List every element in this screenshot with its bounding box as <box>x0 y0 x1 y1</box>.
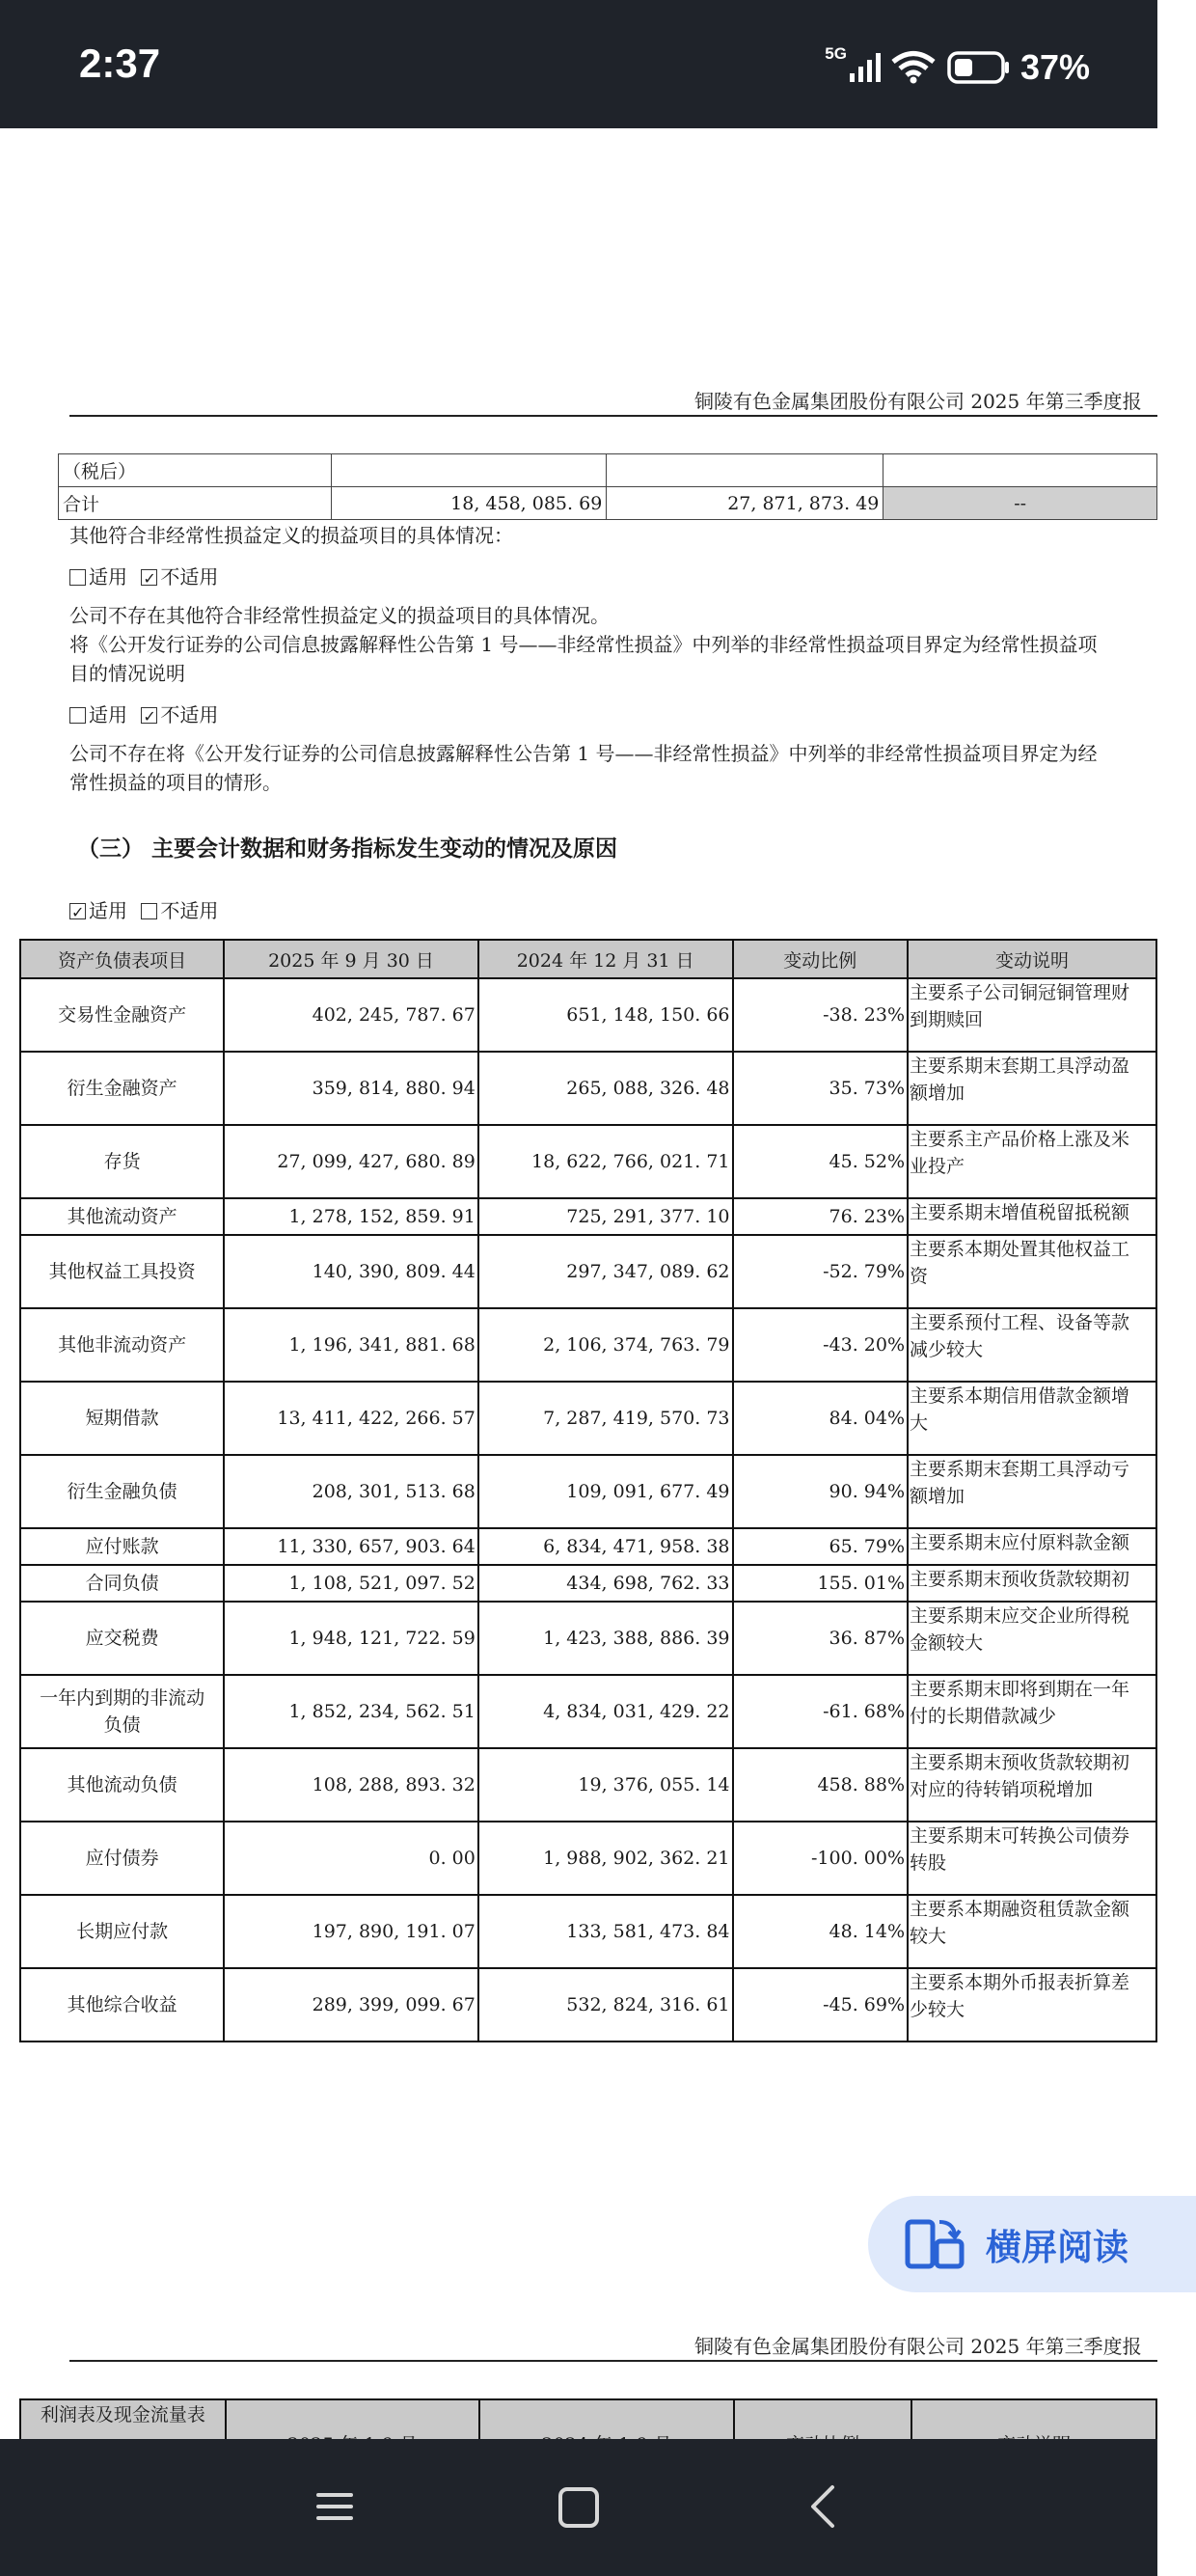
value-2024-cell: 4, 834, 031, 429. 22 <box>478 1675 733 1748</box>
value-2025-cell: 13, 411, 422, 266. 57 <box>224 1382 478 1455</box>
row-item-cell: 应付账款 <box>20 1528 224 1565</box>
value-2024-cell: 297, 347, 089. 62 <box>478 1235 733 1308</box>
option-label: 适用 <box>89 899 127 922</box>
page-header-rule <box>69 2360 1157 2362</box>
summary-label: （税后） <box>59 454 332 487</box>
value-2025-cell: 108, 288, 893. 32 <box>224 1748 478 1822</box>
value-2025-cell: 208, 301, 513. 68 <box>224 1455 478 1528</box>
option-label: 不适用 <box>160 899 219 922</box>
explanation-cell: 主要系本期外币报表折算差 少较大 <box>908 1968 1156 2042</box>
value-2025-cell: 197, 890, 191. 07 <box>224 1895 478 1968</box>
column-header: 资产负债表项目 <box>20 940 224 978</box>
menu-icon[interactable] <box>306 2478 364 2535</box>
change-ratio-cell: -61. 68% <box>733 1675 909 1748</box>
document-page[interactable] <box>0 128 1157 2439</box>
explanation-cell: 主要系本期融资租赁款金额 较大 <box>908 1895 1156 1968</box>
table-row <box>20 1382 1156 1455</box>
table-row <box>20 1968 1156 2042</box>
rotate-screen-icon <box>905 2218 965 2270</box>
summary-value: 27, 871, 873. 49 <box>607 487 883 520</box>
table-row <box>20 1528 1156 1565</box>
table-row <box>20 1565 1156 1602</box>
column-header: 利润表及现金流量表 <box>20 2399 226 2457</box>
value-2025-cell: 1, 852, 234, 562. 51 <box>224 1675 478 1748</box>
value-2024-cell: 265, 088, 326. 48 <box>478 1052 733 1125</box>
row-item-cell: 其他流动资产 <box>20 1198 224 1235</box>
paragraph: 将《公开发行证券的公司信息披露解释性公告第 1 号——非经常性损益》中列举的非经常性损益项目界定为经常性损益项 <box>69 633 1098 656</box>
row-item-cell: 衍生金融负债 <box>20 1455 224 1528</box>
applicability-checkboxes <box>69 896 218 925</box>
change-ratio-cell: -52. 79% <box>733 1235 909 1308</box>
value-2024-cell: 532, 824, 316. 61 <box>478 1968 733 2042</box>
value-2024-cell: 109, 091, 677. 49 <box>478 1455 733 1528</box>
network-type: 5G <box>825 44 847 63</box>
value-2025-cell: 140, 390, 809. 44 <box>224 1235 478 1308</box>
summary-table <box>58 453 1157 520</box>
change-ratio-cell: -100. 00% <box>733 1822 909 1895</box>
table-row <box>20 1895 1156 1968</box>
value-2025-cell: 359, 814, 880. 94 <box>224 1052 478 1125</box>
explanation-cell: 主要系期末预收货款较期初 <box>908 1565 1156 1602</box>
paragraph: 其他符合非经常性损益定义的损益项目的具体情况： <box>69 524 513 547</box>
row-item-cell: 应付债券 <box>20 1822 224 1895</box>
explanation-cell: 主要系本期信用借款金额增 大 <box>908 1382 1156 1455</box>
summary-value: -- <box>883 487 1157 520</box>
summary-row-total <box>59 487 1157 520</box>
row-item-cell: 衍生金融资产 <box>20 1052 224 1125</box>
option-label: 适用 <box>89 565 127 589</box>
value-2024-cell: 651, 148, 150. 66 <box>478 978 733 1052</box>
change-ratio-cell: 48. 14% <box>733 1895 909 1968</box>
navigation-bar <box>0 2439 1157 2576</box>
explanation-cell: 主要系期末应付原料款金额 <box>908 1528 1156 1565</box>
explanation-cell: 主要系子公司铜冠铜管理财 到期赎回 <box>908 978 1156 1052</box>
row-item-cell: 一年内到期的非流动 负债 <box>20 1675 224 1748</box>
table-row <box>20 1235 1156 1308</box>
value-2025-cell: 1, 108, 521, 097. 52 <box>224 1565 478 1602</box>
value-2025-cell: 11, 330, 657, 903. 64 <box>224 1528 478 1565</box>
row-item-cell: 合同负债 <box>20 1565 224 1602</box>
change-ratio-cell: -38. 23% <box>733 978 909 1052</box>
change-ratio-cell: 76. 23% <box>733 1198 909 1235</box>
checkbox-icon <box>69 707 86 724</box>
table-row <box>20 978 1156 1052</box>
row-item-cell: 其他权益工具投资 <box>20 1235 224 1308</box>
battery-percent: 37% <box>1019 47 1090 87</box>
change-ratio-cell: 155. 01% <box>733 1565 909 1602</box>
table-header-row <box>20 940 1156 978</box>
status-time: 2:37 <box>79 41 161 86</box>
page-header-text: 铜陵有色金属集团股份有限公司 2025 年第三季度报 <box>694 2335 1142 2358</box>
value-2024-cell: 434, 698, 762. 33 <box>478 1565 733 1602</box>
explanation-cell: 主要系期末套期工具浮动亏 额增加 <box>908 1455 1156 1528</box>
value-2024-cell: 7, 287, 419, 570. 73 <box>478 1382 733 1455</box>
change-ratio-cell: -45. 69% <box>733 1968 909 2042</box>
explanation-cell: 主要系期末应交企业所得税 金额较大 <box>908 1602 1156 1675</box>
column-header: 2024 年 12 月 31 日 <box>478 940 733 978</box>
applicability-checkboxes <box>69 700 218 729</box>
checkbox-icon <box>141 903 157 919</box>
explanation-cell: 主要系期末可转换公司债券 转股 <box>908 1822 1156 1895</box>
value-2024-cell: 18, 622, 766, 021. 71 <box>478 1125 733 1198</box>
landscape-reading-label: 横屏阅读 <box>986 2227 1128 2268</box>
explanation-cell: 主要系本期处置其他权益工 资 <box>908 1235 1156 1308</box>
landscape-reading-button[interactable] <box>868 2196 1196 2292</box>
explanation-cell: 主要系期末套期工具浮动盈 额增加 <box>908 1052 1156 1125</box>
explanation-cell: 主要系期末即将到期在一年 付的长期借款减少 <box>908 1675 1156 1748</box>
page-header-rule <box>69 415 1157 417</box>
paragraph: 目的情况说明 <box>69 662 185 685</box>
explanation-cell: 主要系期末增值税留抵税额 <box>908 1198 1156 1235</box>
value-2025-cell: 1, 196, 341, 881. 68 <box>224 1308 478 1382</box>
row-item-cell: 应交税费 <box>20 1602 224 1675</box>
row-item-cell: 短期借款 <box>20 1382 224 1455</box>
change-ratio-cell: 65. 79% <box>733 1528 909 1565</box>
status-icons <box>825 46 1090 89</box>
value-2025-cell: 0. 00 <box>224 1822 478 1895</box>
option-label: 适用 <box>89 703 127 726</box>
change-ratio-cell: 90. 94% <box>733 1455 909 1528</box>
summary-label: 合计 <box>59 487 332 520</box>
signal-icon <box>849 52 882 83</box>
table-row <box>20 1052 1156 1125</box>
value-2024-cell: 6, 834, 471, 958. 38 <box>478 1528 733 1565</box>
value-2024-cell: 1, 423, 388, 886. 39 <box>478 1602 733 1675</box>
explanation-cell: 主要系预付工程、设备等款 减少较大 <box>908 1308 1156 1382</box>
checked-checkbox-icon <box>141 569 157 586</box>
value-2024-cell: 133, 581, 473. 84 <box>478 1895 733 1968</box>
page-header-text: 铜陵有色金属集团股份有限公司 2025 年第三季度报 <box>694 390 1142 413</box>
paragraph: 常性损益的项目的情形。 <box>69 771 282 794</box>
change-ratio-cell: 45. 52% <box>733 1125 909 1198</box>
table-row <box>20 1455 1156 1528</box>
column-header: 变动说明 <box>908 940 1156 978</box>
row-item-cell: 长期应付款 <box>20 1895 224 1968</box>
status-bar <box>0 0 1157 128</box>
value-2025-cell: 27, 099, 427, 680. 89 <box>224 1125 478 1198</box>
value-2024-cell: 2, 106, 374, 763. 79 <box>478 1308 733 1382</box>
back-icon[interactable] <box>796 2478 854 2535</box>
value-2025-cell: 1, 948, 121, 722. 59 <box>224 1602 478 1675</box>
row-item-cell: 存货 <box>20 1125 224 1198</box>
summary-value: 18, 458, 085. 69 <box>332 487 607 520</box>
row-item-cell: 其他综合收益 <box>20 1968 224 2042</box>
value-2025-cell: 1, 278, 152, 859. 91 <box>224 1198 478 1235</box>
checked-checkbox-icon <box>141 707 157 724</box>
checked-checkbox-icon <box>69 903 86 919</box>
row-item-cell: 其他流动负债 <box>20 1748 224 1822</box>
table-row <box>20 1125 1156 1198</box>
paragraph: 公司不存在其他符合非经常性损益定义的损益项目的具体情况。 <box>69 604 610 627</box>
table-row <box>20 1675 1156 1748</box>
table-body <box>20 978 1156 2042</box>
option-label: 不适用 <box>160 703 219 726</box>
summary-row-tax <box>59 454 1157 487</box>
explanation-cell: 主要系主产品价格上涨及米 业投产 <box>908 1125 1156 1198</box>
change-ratio-cell: -43. 20% <box>733 1308 909 1382</box>
row-item-cell: 交易性金融资产 <box>20 978 224 1052</box>
change-ratio-cell: 36. 87% <box>733 1602 909 1675</box>
applicability-checkboxes <box>69 562 218 591</box>
table-row <box>20 1198 1156 1235</box>
table-row <box>20 1308 1156 1382</box>
wifi-icon <box>891 51 936 84</box>
change-ratio-cell: 458. 88% <box>733 1748 909 1822</box>
column-header: 变动比例 <box>733 940 909 978</box>
table-row <box>20 1748 1156 1822</box>
checkbox-icon <box>69 569 86 586</box>
column-header: 2025 年 9 月 30 日 <box>224 940 478 978</box>
change-ratio-cell: 35. 73% <box>733 1052 909 1125</box>
explanation-cell: 主要系期末预收货款较期初 对应的待转销项税增加 <box>908 1748 1156 1822</box>
paragraph: 公司不存在将《公开发行证券的公司信息披露解释性公告第 1 号——非经常性损益》中列举的非经常性损益项目界定为经 <box>69 742 1098 765</box>
table-row <box>20 1822 1156 1895</box>
row-item-cell: 其他非流动资产 <box>20 1308 224 1382</box>
battery-icon <box>947 51 1011 84</box>
value-2025-cell: 289, 399, 099. 67 <box>224 1968 478 2042</box>
section-title: （三） 主要会计数据和财务指标发生变动的情况及原因 <box>77 836 618 862</box>
home-icon[interactable] <box>550 2478 608 2535</box>
value-2024-cell: 725, 291, 377. 10 <box>478 1198 733 1235</box>
option-label: 不适用 <box>160 565 219 589</box>
change-ratio-cell: 84. 04% <box>733 1382 909 1455</box>
value-2025-cell: 402, 245, 787. 67 <box>224 978 478 1052</box>
table-row <box>20 1602 1156 1675</box>
balance-sheet-change-table <box>19 939 1157 2042</box>
value-2024-cell: 19, 376, 055. 14 <box>478 1748 733 1822</box>
value-2024-cell: 1, 988, 902, 362. 21 <box>478 1822 733 1895</box>
